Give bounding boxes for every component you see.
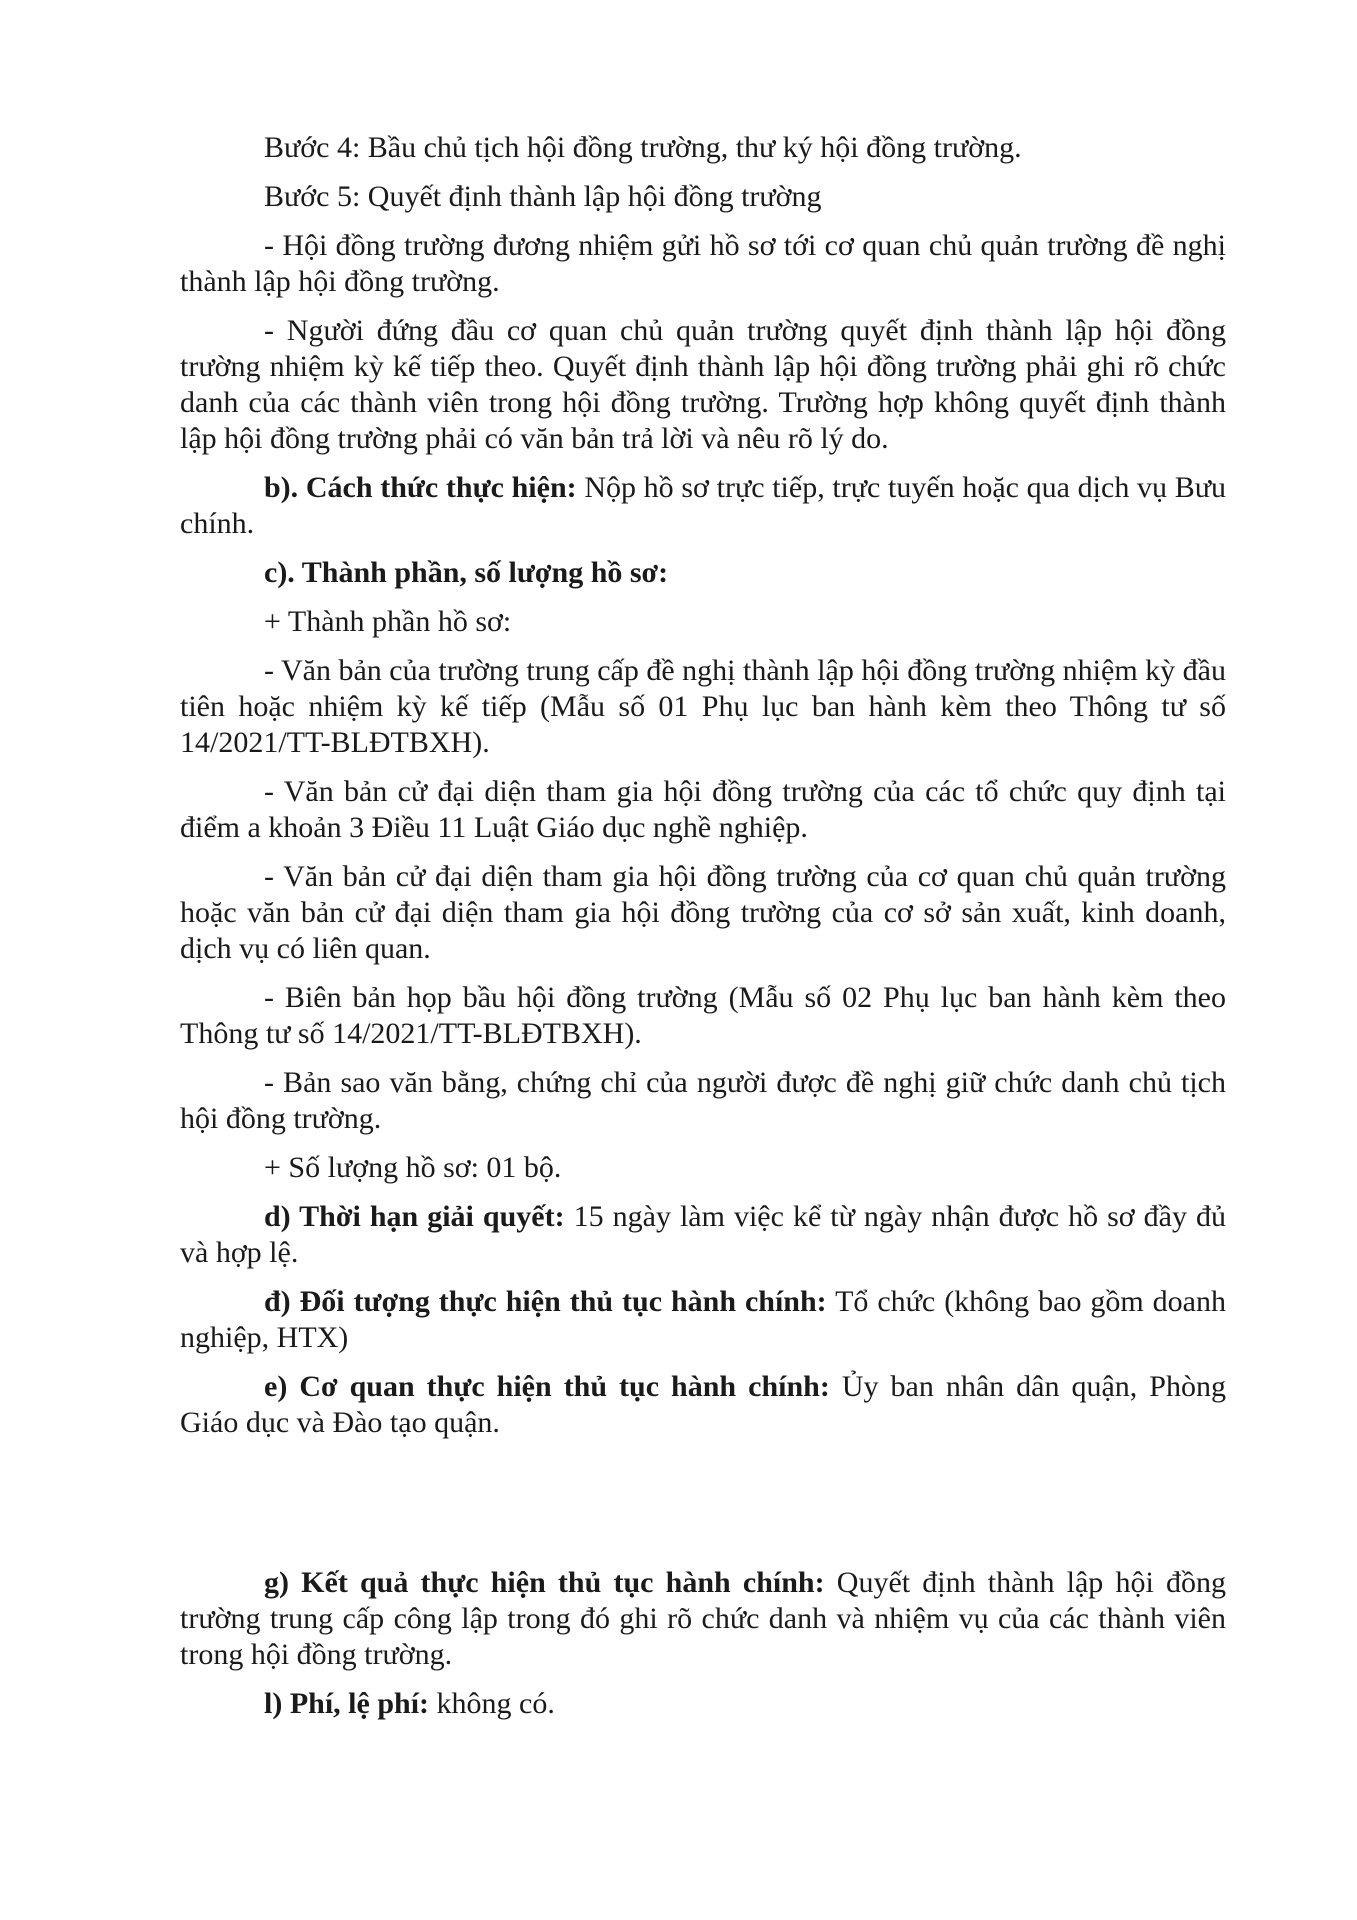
paragraph-item-certificates bbox=[180, 1065, 1226, 1137]
paragraph-text: Nộp hồ sơ trực tiếp, trực tuyến hoặc qua dịch vụ Bưu chính. bbox=[180, 471, 1226, 540]
paragraph-decision bbox=[180, 313, 1226, 457]
paragraph-text: - Văn bản cử đại diện tham gia hội đồng trường của cơ quan chủ quản trường hoặc văn bản cử đại diện tham gia hội đồng trường của cơ sở sản xuất, kinh doanh, dịch vụ có liên quan. bbox=[180, 860, 1226, 965]
paragraph-item-minutes bbox=[180, 980, 1226, 1052]
section-e-agency bbox=[180, 1369, 1226, 1441]
section-d-deadline bbox=[180, 1199, 1226, 1271]
paragraph-text: Bước 5: Quyết định thành lập hội đồng trường bbox=[264, 180, 822, 213]
paragraph-text: + Số lượng hồ sơ: 01 bộ. bbox=[264, 1151, 562, 1184]
paragraph-item-organizations bbox=[180, 774, 1226, 846]
paragraph-text: - Người đứng đầu cơ quan chủ quản trường quyết định thành lập hội đồng trường nhiệm kỳ kế tiếp theo. Quyết định thành lập hội đồng trường phải ghi rõ chức danh của các thành viên trong hội đồng trường. Trường hợp không quyết định thành lập hội đồng trường phải có văn bản trả lời và nêu rõ lý do. bbox=[180, 314, 1226, 455]
section-g-result bbox=[180, 1565, 1226, 1673]
paragraph-submit-dossier bbox=[180, 228, 1226, 300]
paragraph-text: - Văn bản của trường trung cấp đề nghị thành lập hội đồng trường nhiệm kỳ đầu tiên hoặc nhiệm kỳ kế tiếp (Mẫu số 01 Phụ lục ban hành kèm theo Thông tư số 14/2021/TT-BLĐTBXH). bbox=[180, 654, 1226, 759]
paragraph-step-4 bbox=[180, 130, 1226, 166]
paragraph-text: không có. bbox=[429, 1687, 555, 1720]
paragraph-text: Tổ chức (không bao gồm doanh nghiệp, HTX) bbox=[180, 1285, 1226, 1354]
document-body bbox=[180, 130, 1226, 1735]
paragraph-label: e) Cơ quan thực hiện thủ tục hành chính: bbox=[264, 1370, 830, 1403]
paragraph-label: d) Thời hạn giải quyết: bbox=[264, 1200, 565, 1233]
paragraph-text: Ủy ban nhân dân quận, Phòng Giáo dục và Đào tạo quận. bbox=[180, 1370, 1226, 1439]
paragraph-step-5 bbox=[180, 179, 1226, 215]
paragraph-label: đ) Đối tượng thực hiện thủ tục hành chính: bbox=[264, 1285, 827, 1318]
section-dd-subjects bbox=[180, 1284, 1226, 1356]
paragraph-text: 15 ngày làm việc kể từ ngày nhận được hồ sơ đầy đủ và hợp lệ. bbox=[180, 1200, 1226, 1269]
paragraph-label: b). Cách thức thực hiện: bbox=[264, 471, 577, 504]
paragraph-label: l) Phí, lệ phí: bbox=[264, 1687, 430, 1720]
paragraph-dossier-components bbox=[180, 604, 1226, 640]
section-l-fees bbox=[180, 1686, 1226, 1722]
paragraph-label: g) Kết quả thực hiện thủ tục hành chính: bbox=[264, 1566, 825, 1599]
paragraph-dossier-quantity bbox=[180, 1150, 1226, 1186]
paragraph-text: - Biên bản họp bầu hội đồng trường (Mẫu số 02 Phụ lục ban hành kèm theo Thông tư số 14/2021/TT-BLĐTBXH). bbox=[180, 981, 1226, 1050]
paragraph-text: Bước 4: Bầu chủ tịch hội đồng trường, thư ký hội đồng trường. bbox=[264, 131, 1022, 164]
paragraph-item-proposal bbox=[180, 653, 1226, 761]
paragraph-label: c). Thành phần, số lượng hồ sơ: bbox=[264, 556, 669, 589]
section-c-dossier bbox=[180, 555, 1226, 591]
paragraph-text: - Văn bản cử đại diện tham gia hội đồng trường của các tổ chức quy định tại điểm a khoản 3 Điều 11 Luật Giáo dục nghề nghiệp. bbox=[180, 775, 1226, 844]
section-b-method bbox=[180, 470, 1226, 542]
paragraph-text: + Thành phần hồ sơ: bbox=[264, 605, 512, 638]
paragraph-item-representatives bbox=[180, 859, 1226, 967]
paragraph-text: - Hội đồng trường đương nhiệm gửi hồ sơ tới cơ quan chủ quản trường đề nghị thành lập hội đồng trường. bbox=[180, 229, 1226, 298]
paragraph-text: - Bản sao văn bằng, chứng chỉ của người được đề nghị giữ chức danh chủ tịch hội đồng trường. bbox=[180, 1066, 1226, 1135]
paragraph-text: Quyết định thành lập hội đồng trường trung cấp công lập trong đó ghi rõ chức danh và nhiệm vụ của các thành viên trong hội đồng trường. bbox=[180, 1566, 1226, 1671]
